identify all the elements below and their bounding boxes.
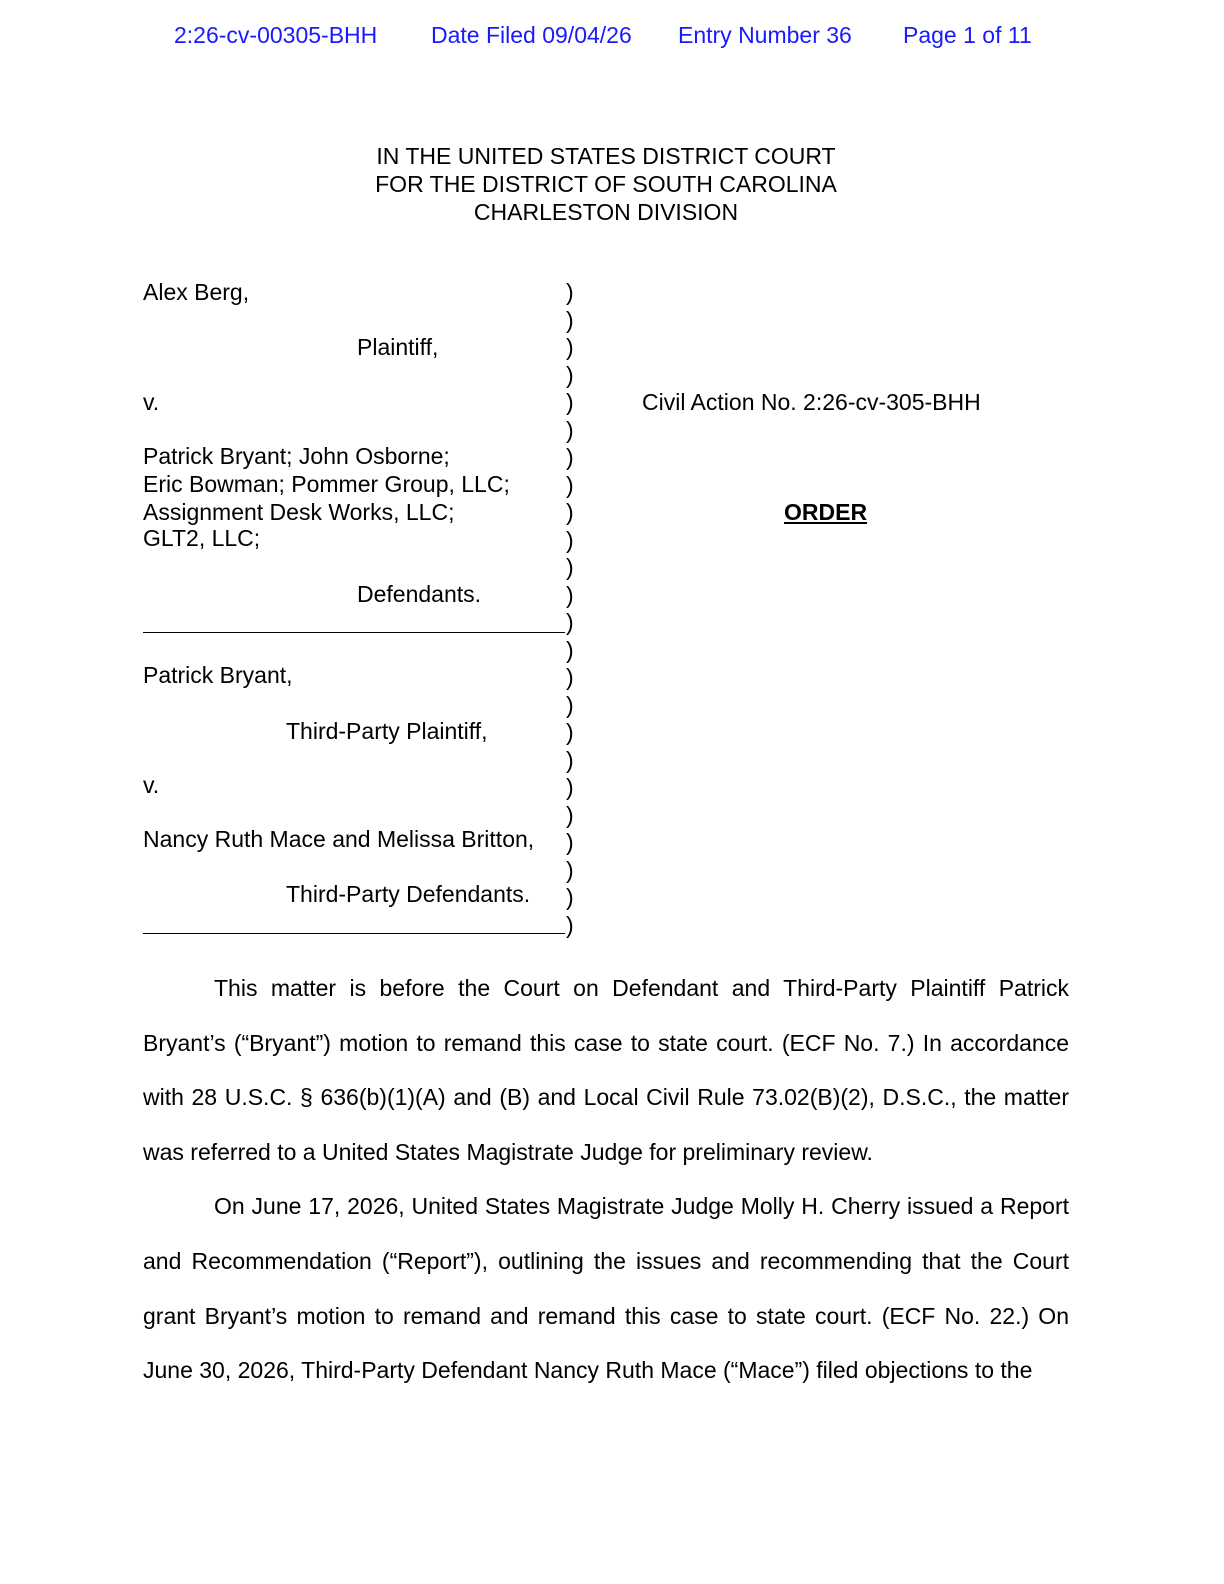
versus-label: v. [143,389,160,415]
entry-number-stamp: Entry Number 36 [678,22,852,48]
third-party-plaintiff-role: Third-Party Plaintiff, [286,718,488,744]
caption-paren: ) [566,664,574,690]
page-number-stamp: Page 1 of 11 [903,22,1032,48]
order-body [143,961,1069,1398]
caption-paren: ) [566,554,574,580]
caption-paren: ) [566,306,574,333]
court-name-line-1: IN THE UNITED STATES DISTRICT COURT [376,143,836,169]
third-party-plaintiff-name: Patrick Bryant, [143,662,293,688]
defendants-line-4: GLT2, LLC; [143,525,261,551]
caption-paren: ) [566,774,574,800]
caption-paren: ) [566,389,574,415]
defendants-line-1: Patrick Bryant; John Osborne; [143,443,450,469]
caption-paren: ) [566,609,574,635]
civil-action-number: Civil Action No. 2:26-cv-305-BHH [642,389,981,415]
defendants-line-2: Eric Bowman; Pommer Group, LLC; [143,471,510,497]
plaintiff-role: Plaintiff, [357,334,439,360]
caption-paren: ) [566,884,574,910]
caption-paren: ) [566,471,574,498]
caption-divider-line [143,632,565,633]
court-division: CHARLESTON DIVISION [473,199,739,225]
caption-paren: ) [566,499,574,525]
document-title: ORDER [784,499,868,525]
caption-paren: ) [566,801,574,828]
caption-paren: ) [566,856,574,883]
caption-paren: ) [566,636,574,663]
court-caption [0,142,1212,226]
caption-paren: ) [566,691,574,718]
date-filed-stamp: Date Filed 09/04/26 [431,22,632,48]
caption-paren: ) [566,581,574,608]
caption-paren: ) [566,526,574,553]
third-party-defendants-name: Nancy Ruth Mace and Melissa Britton, [143,826,535,852]
caption-paren: ) [566,416,574,443]
caption-paren: ) [566,829,574,855]
versus-label: v. [143,772,160,798]
body-paragraph-1: This matter is before the Court on Defendant and Third-Party Plaintiff Patrick Bryant’s (“Bryant”) motion to remand this case to state court. (ECF No. 7.) In accordance with 28 U.S.C. § 636(b)(1)(A) and (B) and Local Civil Rule 73.02(B)(2), D.S.C., the matter was referred to a United States Magistrate Judge for preliminary review. [143,975,1069,1165]
defendants-role: Defendants. [357,581,482,607]
caption-paren: ) [566,746,574,773]
caption-paren: ) [566,361,574,388]
case-number-stamp: 2:26-cv-00305-BHH [174,22,378,48]
plaintiff-name: Alex Berg, [143,279,250,305]
defendants-line-3: Assignment Desk Works, LLC; [143,499,455,525]
filing-stamp-header [0,22,1224,52]
caption-paren: ) [566,279,574,305]
third-party-defendants-role: Third-Party Defendants. [286,881,531,907]
caption-paren: ) [566,719,574,745]
caption-divider-line [143,933,565,934]
caption-paren: ) [566,334,574,360]
body-paragraph-2: On June 17, 2026, United States Magistrate Judge Molly H. Cherry issued a Report and Recommendation (“Report”), outlining the issues and recommending that the Court grant Bryant’s motion to remand and remand this case to state court. (ECF No. 22.) On June 30, 2026, Third-Party Defendant Nancy Ruth Mace (“Mace”) filed objections to the [143,1193,1069,1384]
caption-paren: ) [566,911,574,938]
court-name-line-2: FOR THE DISTRICT OF SOUTH CAROLINA [375,171,837,197]
caption-paren: ) [566,444,574,470]
